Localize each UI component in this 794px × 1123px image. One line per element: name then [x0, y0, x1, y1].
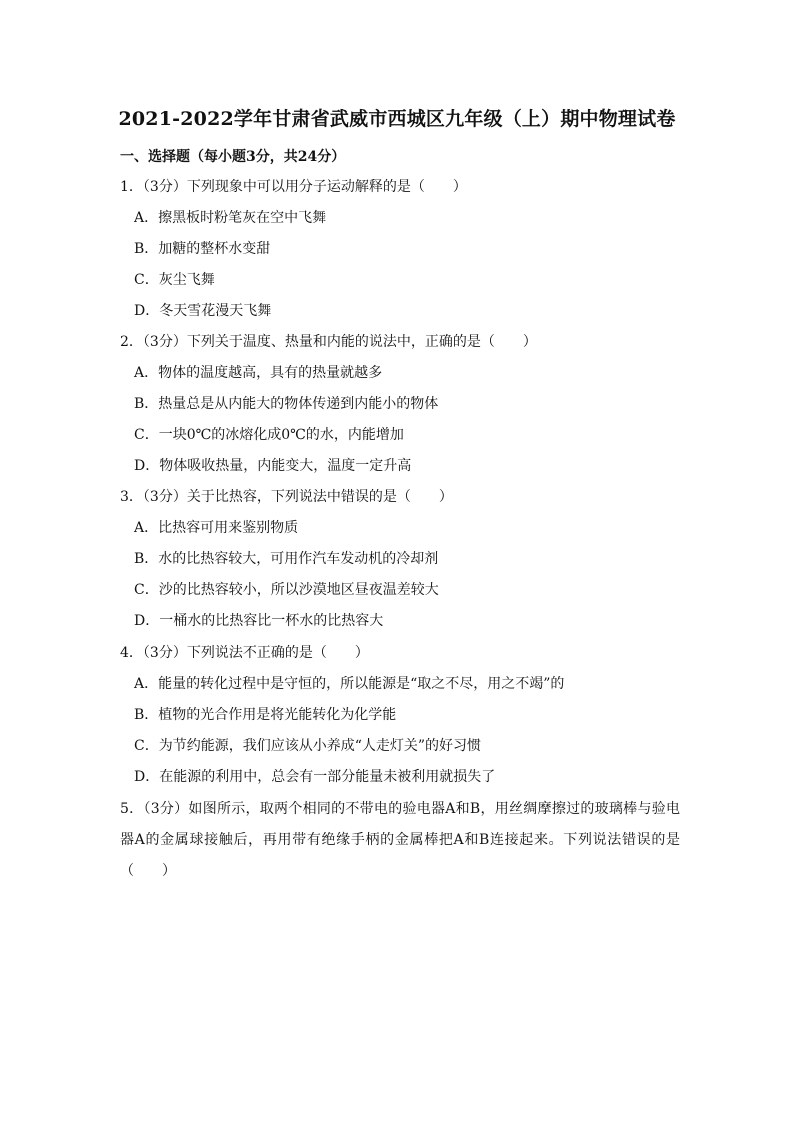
question-stem: 5．（3分）如图所示，取两个相同的不带电的验电器A和B，用丝绸摩擦过的玻璃棒与验电器A的金属球接触后，再用带有绝缘手柄的金属棒把A和B连接起来。下列说法错误的是（ ） — [120, 801, 680, 879]
option-a: A．擦黑板时粉笔灰在空中飞舞 — [134, 210, 327, 226]
question-4 — [120, 638, 680, 793]
option-b: B．植物的光合作用是将光能转化为化学能 — [134, 707, 397, 723]
option-d: D．物体吸收热量，内能变大，温度一定升高 — [134, 458, 412, 474]
option-c: C．一块0℃的冰熔化成0℃的水，内能增加 — [134, 427, 404, 443]
option-b: B．热量总是从内能大的物体传递到内能小的物体 — [134, 396, 439, 412]
question-stem: 1．（3分）下列现象中可以用分子运动解释的是（ ） — [120, 179, 467, 195]
option-a: A．能量的转化过程中是守恒的，所以能源是“取之不尽，用之不竭”的 — [134, 676, 565, 692]
option-d: D．一桶水的比热容比一杯水的比热容大 — [134, 613, 384, 629]
option-b: B．加糖的整杯水变甜 — [134, 241, 271, 257]
section-heading: 一、选择题（每小题3分，共24分） — [120, 149, 346, 165]
option-a: A．物体的温度越高，具有的热量就越多 — [134, 365, 383, 381]
question-stem: 4．（3分）下列说法不正确的是（ ） — [120, 645, 369, 661]
exam-title: 2021-2022学年甘肃省武威市西城区九年级（上）期中物理试卷 — [118, 108, 676, 130]
question-3 — [120, 482, 680, 637]
option-a: A．比热容可用来鉴别物质 — [134, 520, 299, 536]
question-2 — [120, 327, 680, 482]
question-stem: 2．（3分）下列关于温度、热量和内能的说法中，正确的是（ ） — [120, 334, 537, 350]
option-b: B．水的比热容较大，可用作汽车发动机的冷却剂 — [134, 551, 439, 567]
question-stem: 3．（3分）关于比热容，下列说法中错误的是（ ） — [120, 489, 453, 505]
option-d: D．冬天雪花漫天飞舞 — [134, 303, 272, 319]
option-c: C．灰尘飞舞 — [134, 272, 215, 288]
option-c: C．为节约能源，我们应该从小养成“人走灯关”的好习惯 — [134, 738, 482, 754]
option-d: D．在能源的利用中，总会有一部分能量未被利用就损失了 — [134, 769, 496, 785]
question-5 — [120, 794, 680, 887]
option-c: C．沙的比热容较小，所以沙漠地区昼夜温差较大 — [134, 582, 439, 598]
question-1 — [120, 172, 680, 327]
